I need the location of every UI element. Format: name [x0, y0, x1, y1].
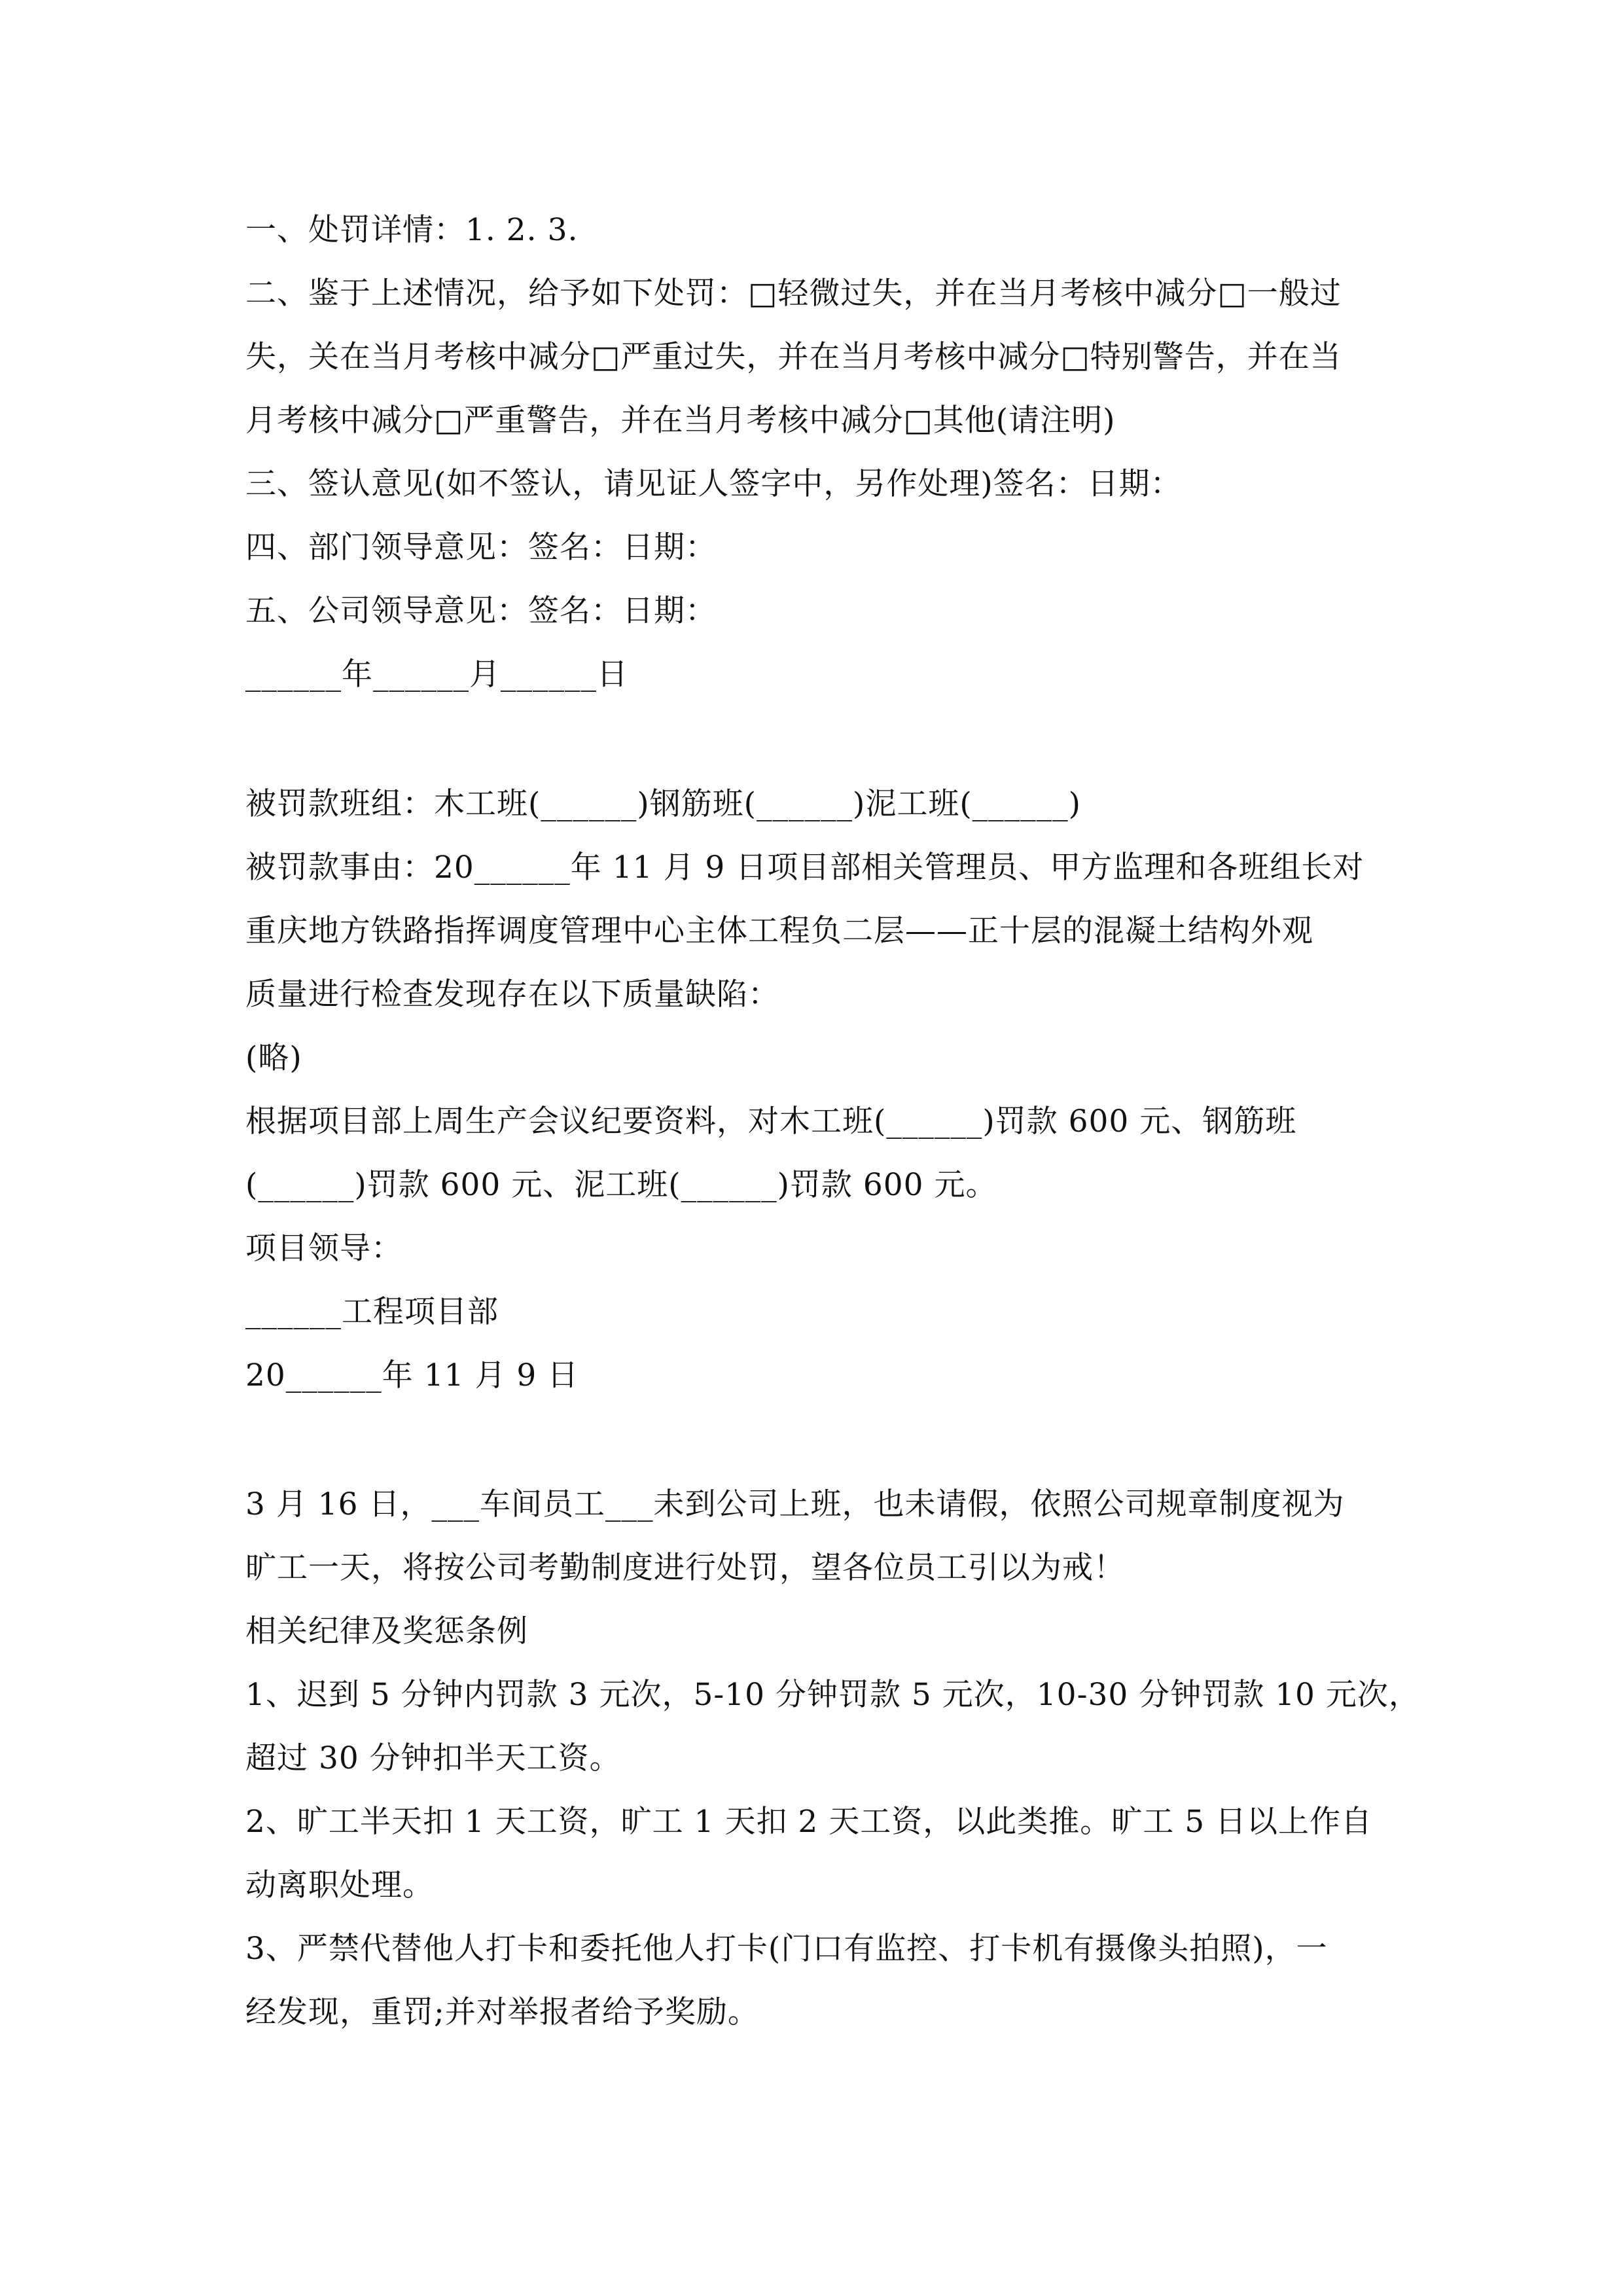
- rule-1-line-2: 超过 30 分钟扣半天工资。: [245, 1740, 621, 1776]
- fine-reason-line-3: 质量进行检查发现存在以下质量缺陷：: [245, 977, 779, 1013]
- fine-reason-line-1: 被罚款事由：20______年 11 月 9 日项目部相关管理员、甲方监理和各班组长对: [245, 850, 1364, 886]
- department-leader-line: 四、部门领导意见：签名：日期：: [245, 529, 717, 565]
- fine-amount-line-2: (______)罚款 600 元、泥工班(______)罚款 600 元。: [245, 1167, 997, 1203]
- fined-teams-line: 被罚款班组：木工班(______)钢筋班(______)泥工班(______): [245, 786, 1082, 822]
- absence-notice-line-1: 3 月 16 日，___车间员工___未到公司上班，也未请假，依照公司规章制度视为: [245, 1486, 1345, 1522]
- project-leader-line: 项目领导：: [245, 1230, 402, 1266]
- fine-notice-section: [245, 772, 1384, 1407]
- company-leader-line: 五、公司领导意见：签名：日期：: [245, 593, 717, 629]
- rules-heading: 相关纪律及奖惩条例: [245, 1613, 528, 1649]
- penalty-options-line-1: 二、鉴于上述情况，给予如下处罚：□轻微过失，并在当月考核中减分□一般过: [245, 276, 1342, 312]
- acknowledgement-line: 三、签认意见(如不签认，请见证人签字中，另作处理)签名：日期：: [245, 466, 1182, 502]
- fine-reason-line-2: 重庆地方铁路指挥调度管理中心主体工程负二层——正十层的混凝土结构外观: [245, 913, 1313, 949]
- penalty-options-line-2: 失，关在当月考核中减分□严重过失，并在当月考核中减分□特别警告，并在当: [245, 339, 1342, 375]
- rule-2-line-1: 2、旷工半天扣 1 天工资，旷工 1 天扣 2 天工资，以此类推。旷工 5 日以上作自: [245, 1804, 1373, 1840]
- rule-2-line-2: 动离职处理。: [245, 1867, 434, 1903]
- absence-notice-section: [245, 1473, 1420, 2044]
- date-blank-line: ______年______月______日: [245, 656, 628, 692]
- fine-amount-line-1: 根据项目部上周生产会议纪要资料，对木工班(______)罚款 600 元、钢筋班: [245, 1103, 1297, 1139]
- rule-3-line-1: 3、严禁代替他人打卡和委托他人打卡(门口有监控、打卡机有摄像头拍照)，一: [245, 1931, 1328, 1967]
- rule-1-line-1: 1、迟到 5 分钟内罚款 3 元次，5-10 分钟罚款 5 元次，10-30 分钟罚款 10 元次，: [245, 1677, 1420, 1713]
- rule-3-line-2: 经发现，重罚;并对举报者给予奖励。: [245, 1994, 759, 2030]
- project-department-line: ______工程项目部: [245, 1294, 499, 1330]
- penalty-form-section: [245, 198, 1384, 706]
- penalty-options-line-3: 月考核中减分□严重警告，并在当月考核中减分□其他(请注明): [245, 403, 1116, 439]
- notice-date-line: 20______年 11 月 9 日: [245, 1357, 579, 1393]
- omitted-line: (略): [245, 1040, 302, 1076]
- absence-notice-line-2: 旷工一天，将按公司考勤制度进行处罚，望各位员工引以为戒！: [245, 1550, 1125, 1586]
- penalty-details-line: 一、处罚详情：1. 2. 3.: [245, 212, 579, 248]
